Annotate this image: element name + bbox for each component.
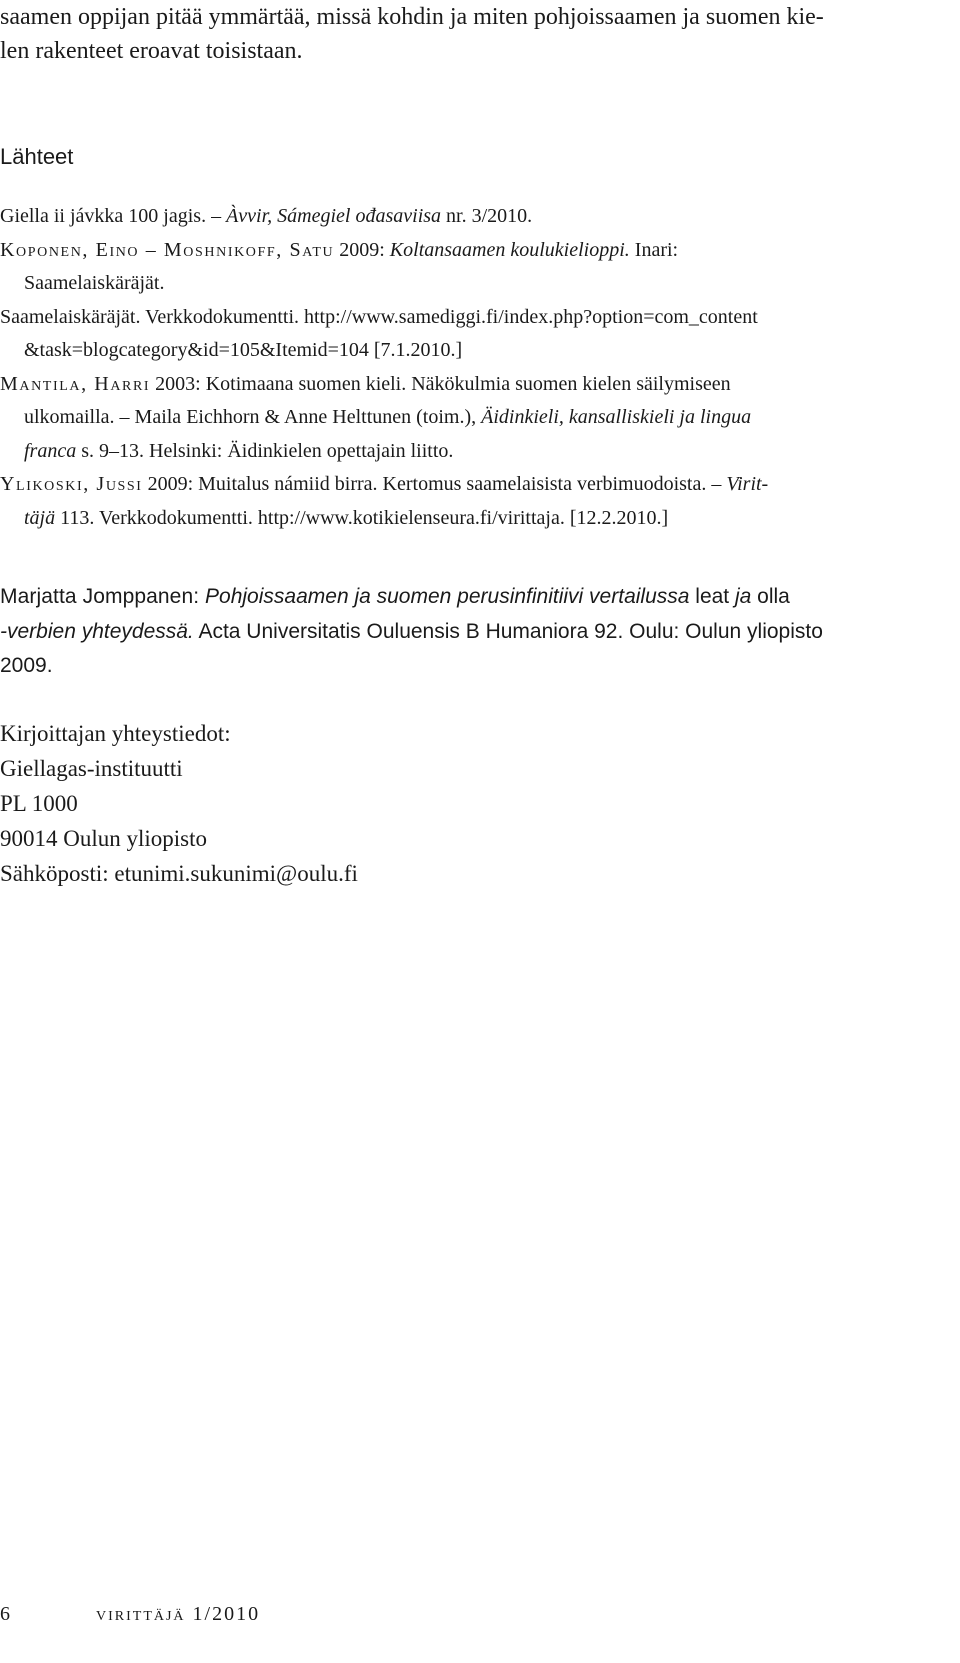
reference-entry: Giella ii jávkka 100 jagis. – Àvvir, Sámegiel ođasaviisa nr. 3/2010. (0, 205, 533, 227)
page-footer (0, 1600, 260, 1628)
reference-entry: Koponen, Eino – Moshnikoff, Satu 2009: Koltansaamen koulukielioppi. Inari: Saamelaiskäräjät. (0, 238, 679, 294)
reference-authors: Mantila, Harri (0, 372, 151, 395)
intro-line-2: len rakenteet eroavat toisistaan. (0, 38, 303, 64)
reference-entry: Saamelaiskäräjät. Verkkodokumentti. http://www.samediggi.fi/index.php?option=com_content &task=blogcategory&id=105&Itemid=104 [7.1.2010.] (0, 305, 758, 361)
contact-postal: 90014 Oulun yliopisto (0, 826, 208, 851)
intro-line-1: saamen oppijan pitää ymmärtää, missä kohdin ja miten pohjoissaamen ja suomen kie- (0, 4, 824, 30)
reference-authors: Ylikoski, Jussi (0, 473, 143, 495)
journal-name: virittäjä 1/2010 (96, 1603, 261, 1625)
page-number: 6 (0, 1603, 10, 1625)
author-bio: Marjatta Jomppanen: Pohjoissaamen ja suomen perusinfinitiivi vertailussa leat ja olla -verbien yhteydessä. Acta Universitatis Ouluensis B Humaniora 92. Oulu: Oulun yliopisto 2009. (0, 585, 823, 677)
contact-label: Kirjoittajan yhteystiedot: (0, 721, 231, 746)
contact-email: Sähköposti: etunimi.sukunimi@oulu.fi (0, 861, 358, 886)
bio-author: Marjatta Jomppanen: (0, 585, 200, 608)
contact-po-box: PL 1000 (0, 791, 78, 816)
intro-paragraph (0, 0, 940, 68)
reference-authors: Koponen, Eino – Moshnikoff, Satu (0, 238, 335, 261)
author-contact (0, 716, 358, 891)
references-list (0, 200, 940, 535)
contact-institute: Giellagas-instituutti (0, 756, 183, 781)
reference-entry: Mantila, Harri 2003: Kotimaana suomen kieli. Näkökulmia suomen kielen säilymiseen ulkomailla. – Maila Eichhorn & Anne Helttunen (toim.), Äidinkieli, kansalliskieli ja lingua franca s. 9–13. Helsinki: Äidinkielen opettajain liitto. (0, 372, 752, 462)
references-heading: Lähteet (0, 144, 74, 169)
reference-entry: Ylikoski, Jussi 2009: Muitalus námiid birra. Kertomus saamelaisista verbimuodoista. – Virit- täjä 113. Verkkodokumentti. http://www.kotikielenseura.fi/virittaja. [12.2.2010.] (0, 473, 769, 529)
